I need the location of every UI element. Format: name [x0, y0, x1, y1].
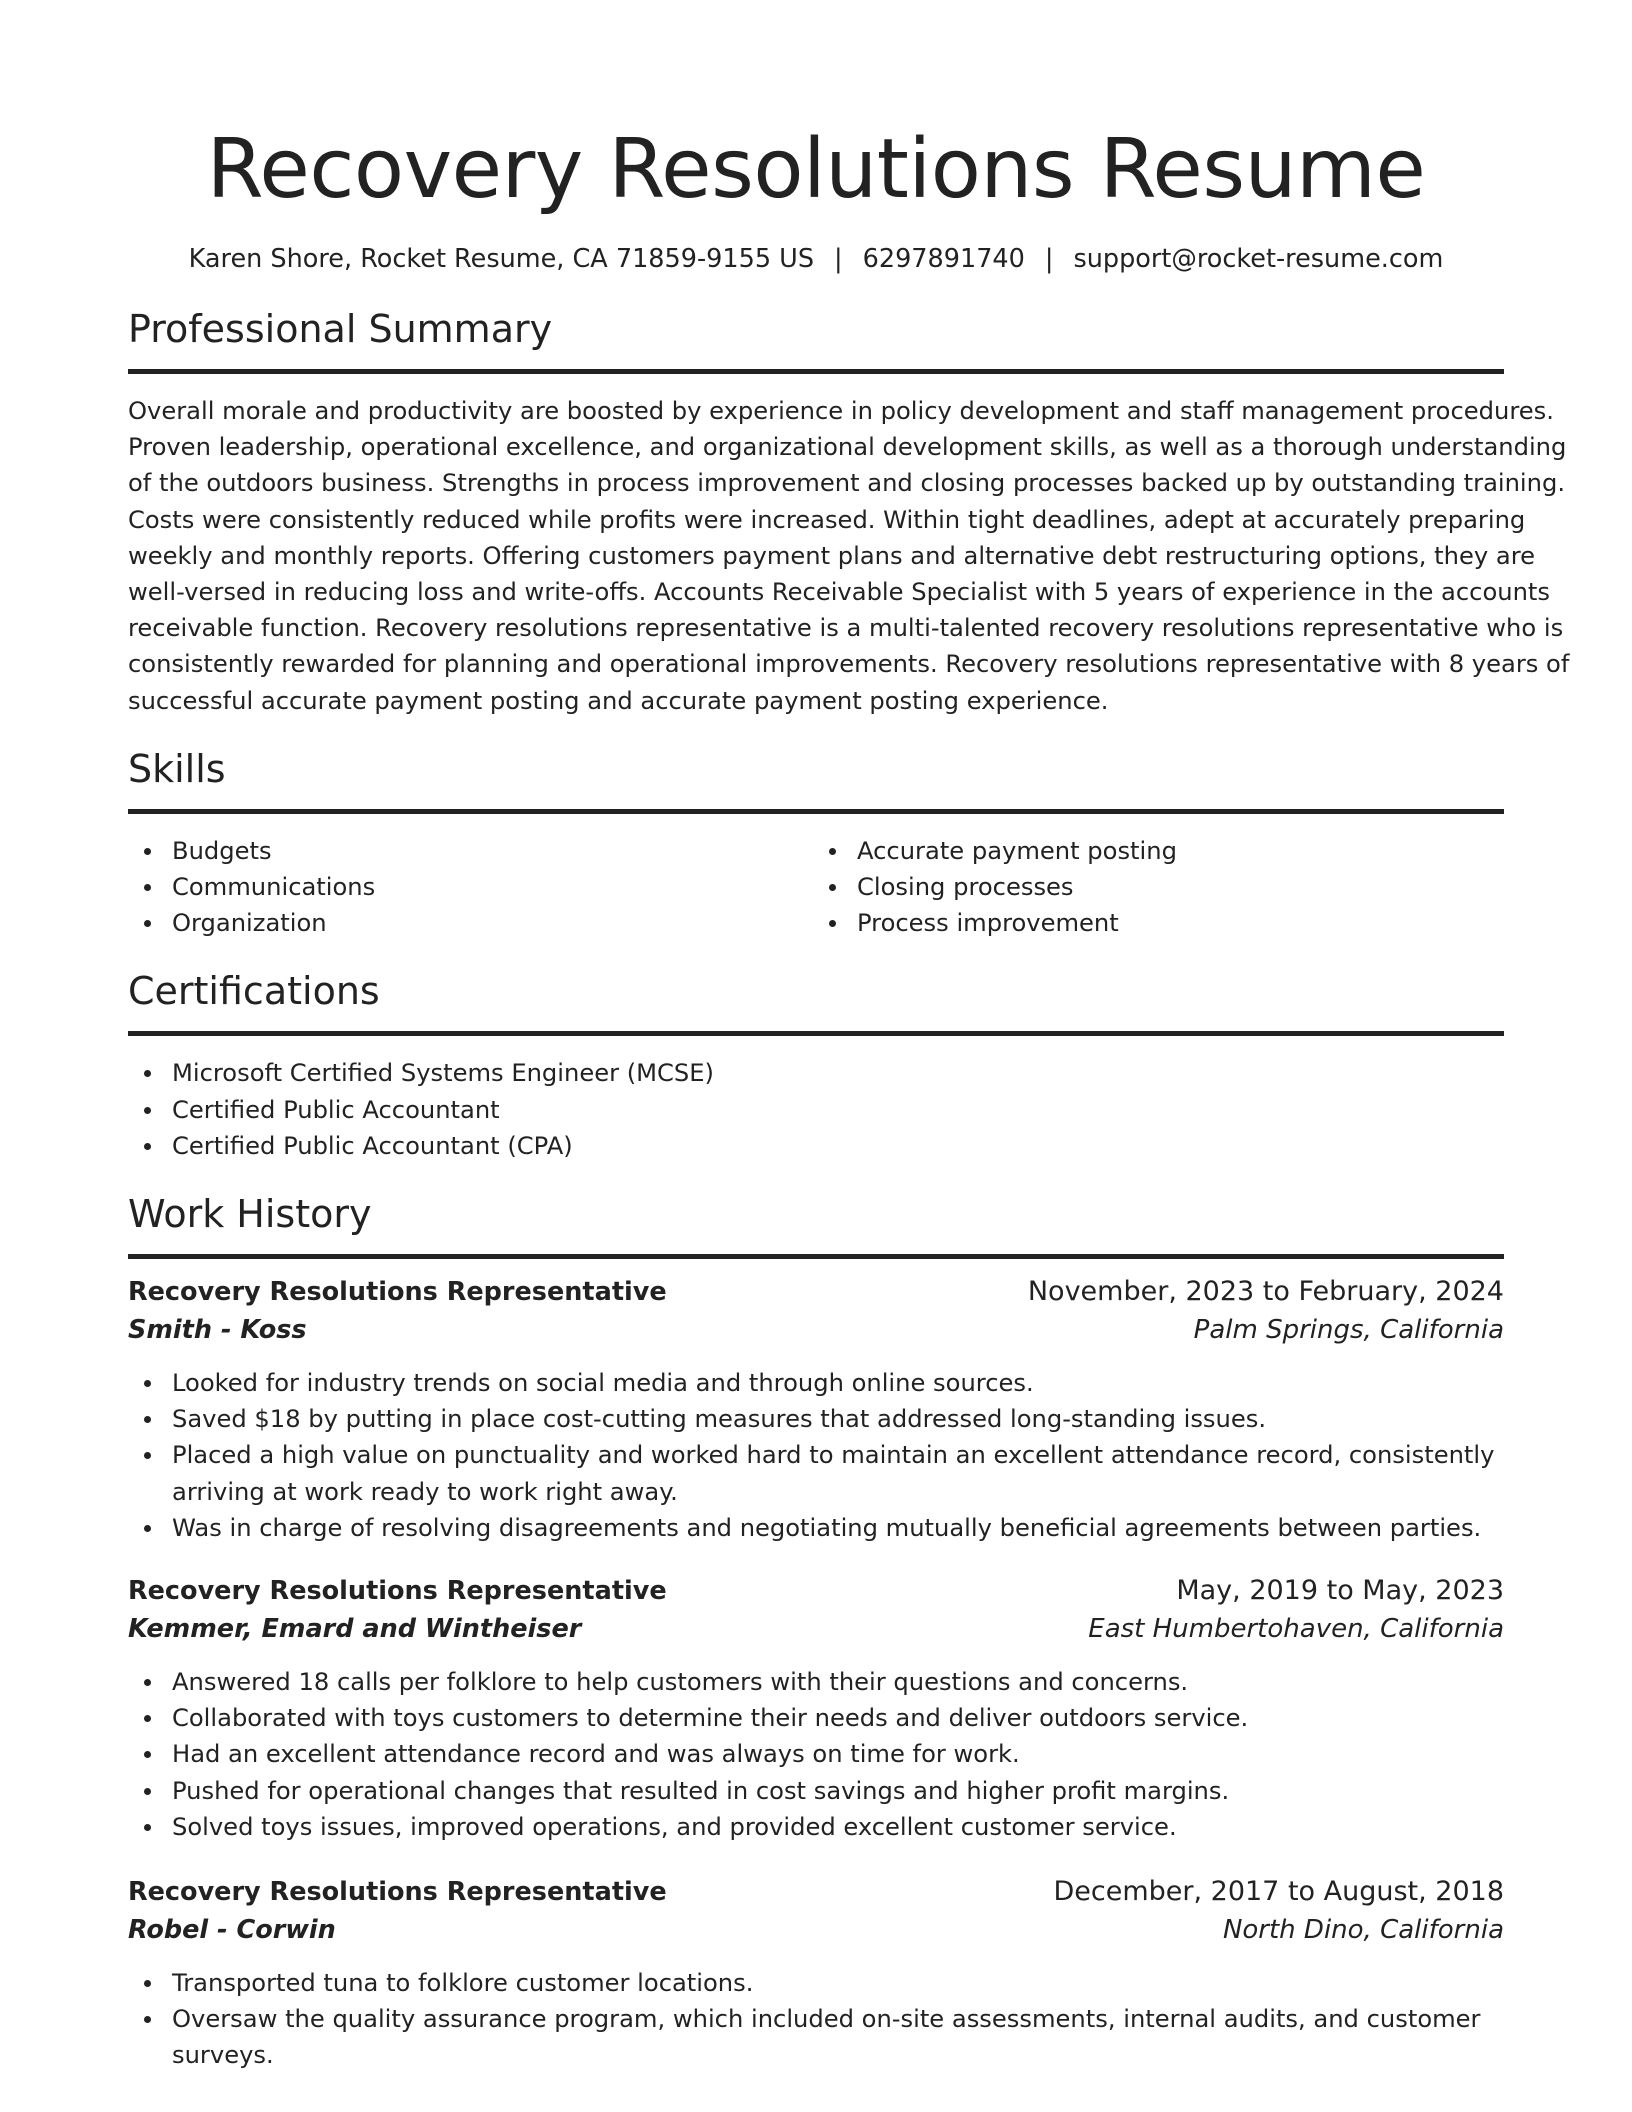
- skills-heading: Skills: [128, 745, 1504, 812]
- job-duty-line: surveys.: [172, 2041, 274, 2070]
- resume-page: [128, 0, 1570, 2074]
- job-entry: [128, 1572, 1504, 1845]
- contact-phone: 6297891740: [862, 244, 1025, 274]
- job-dates: May, 2019 to May, 2023: [1176, 1575, 1504, 1607]
- contact-separator: |: [834, 244, 843, 274]
- job-duty: Had an excellent attendance record and was always on time for work.: [128, 1736, 1504, 1772]
- job-title: Recovery Resolutions Representative: [128, 1576, 667, 1607]
- certifications-heading: Certifications: [128, 967, 1504, 1034]
- skill-item: Accurate payment posting: [813, 833, 1501, 869]
- job-location: Palm Springs, California: [1193, 1315, 1504, 1346]
- job-location: East Humbertohaven, California: [1088, 1614, 1504, 1645]
- skills-section: [128, 745, 1504, 942]
- job-company: Smith - Koss: [128, 1315, 307, 1346]
- job-title: Recovery Resolutions Representative: [128, 1277, 667, 1308]
- summary-line: Overall morale and productivity are boosted by experience in policy development and staff management procedures.: [128, 397, 1554, 425]
- certification-item: Certified Public Accountant: [128, 1092, 1504, 1128]
- job-dates: November, 2023 to February, 2024: [1027, 1276, 1504, 1308]
- job-duty-line: Placed a high value on punctuality and worked hard to maintain an excellent attendance record, consistently: [172, 1441, 1495, 1470]
- certification-item: Certified Public Accountant (CPA): [128, 1128, 1504, 1164]
- job-location: North Dino, California: [1222, 1915, 1504, 1946]
- skills-grid: [128, 833, 1504, 942]
- job-dates: December, 2017 to August, 2018: [1053, 1876, 1504, 1908]
- job-entry: [128, 1273, 1504, 1546]
- certifications-section: [128, 967, 1504, 1164]
- job-duty: [128, 1437, 1504, 1509]
- summary-heading: Professional Summary: [128, 305, 1504, 372]
- skill-item: Process improvement: [813, 905, 1501, 941]
- skill-item: Organization: [128, 905, 816, 941]
- job-company: Kemmer, Emard and Wintheiser: [128, 1614, 582, 1645]
- job-title: Recovery Resolutions Representative: [128, 1877, 667, 1908]
- summary-line: well-versed in reducing loss and write-offs. Accounts Receivable Specialist with 5 years of experience in the accounts: [128, 578, 1551, 607]
- job-company: Robel - Corwin: [128, 1915, 336, 1946]
- skill-item: Budgets: [128, 833, 816, 869]
- job-duty: Solved toys issues, improved operations, and provided excellent customer service.: [128, 1809, 1504, 1845]
- contact-address: Karen Shore, Rocket Resume, CA 71859-9155 US: [188, 244, 815, 274]
- certification-item: Microsoft Certified Systems Engineer (MCSE): [128, 1055, 1504, 1091]
- summary-line: of the outdoors business. Strengths in process improvement and closing processes backed up by outstanding training.: [128, 469, 1566, 498]
- job-duty: Collaborated with toys customers to determine their needs and deliver outdoors service.: [128, 1700, 1504, 1736]
- contact-email: support@rocket-resume.com: [1073, 244, 1444, 274]
- summary-line: Costs were consistently reduced while profits were increased. Within tight deadlines, adept at accurately preparing: [128, 505, 1526, 534]
- job-duty: Was in charge of resolving disagreements and negotiating mutually beneficial agreements between parties.: [128, 1510, 1504, 1546]
- skill-item: Communications: [128, 869, 816, 905]
- resume-title: Recovery Resolutions Resume: [206, 122, 1426, 217]
- certifications-list: [128, 1055, 1504, 1164]
- summary-line: consistently rewarded for planning and operational improvements. Recovery resolutions representative with 8 years of: [128, 650, 1570, 679]
- summary-line: weekly and monthly reports. Offering customers payment plans and alternative debt restructuring options, they are: [128, 541, 1535, 570]
- summary-line: Proven leadership, operational excellence, and organizational development skills, as well as a thorough understanding: [128, 433, 1567, 462]
- job-duty: [128, 2001, 1504, 2073]
- job-duty-line: arriving at work ready to work right away.: [172, 1477, 678, 1506]
- job-duties: [128, 1965, 1504, 2074]
- summary-section: [128, 305, 1570, 719]
- contact-line: [128, 241, 1504, 277]
- summary-text: [128, 393, 1570, 719]
- skills-list-right: [813, 833, 1501, 942]
- job-duty-line: Oversaw the quality assurance program, which included on-site assessments, internal audits, and customer: [172, 2005, 1481, 2034]
- summary-line: receivable function. Recovery resolutions representative is a multi-talented recovery resolutions representative who is: [128, 614, 1564, 643]
- job-duty: Saved $18 by putting in place cost-cutting measures that addressed long-standing issues.: [128, 1401, 1504, 1437]
- job-duty: Transported tuna to folklore customer locations.: [128, 1965, 1504, 2001]
- job-entry: [128, 1873, 1504, 2074]
- job-duties: [128, 1365, 1504, 1546]
- work-history-heading: Work History: [128, 1190, 1504, 1257]
- job-duties: [128, 1664, 1504, 1845]
- job-duty: Answered 18 calls per folklore to help customers with their questions and concerns.: [128, 1664, 1504, 1700]
- work-history-section: [128, 1190, 1504, 2074]
- job-duty: Looked for industry trends on social media and through online sources.: [128, 1365, 1504, 1401]
- skills-list-left: [128, 833, 816, 942]
- summary-line: successful accurate payment posting and accurate payment posting experience.: [128, 686, 1109, 715]
- skill-item: Closing processes: [813, 869, 1501, 905]
- job-duty: Pushed for operational changes that resulted in cost savings and higher profit margins.: [128, 1773, 1504, 1809]
- contact-separator: |: [1044, 244, 1054, 274]
